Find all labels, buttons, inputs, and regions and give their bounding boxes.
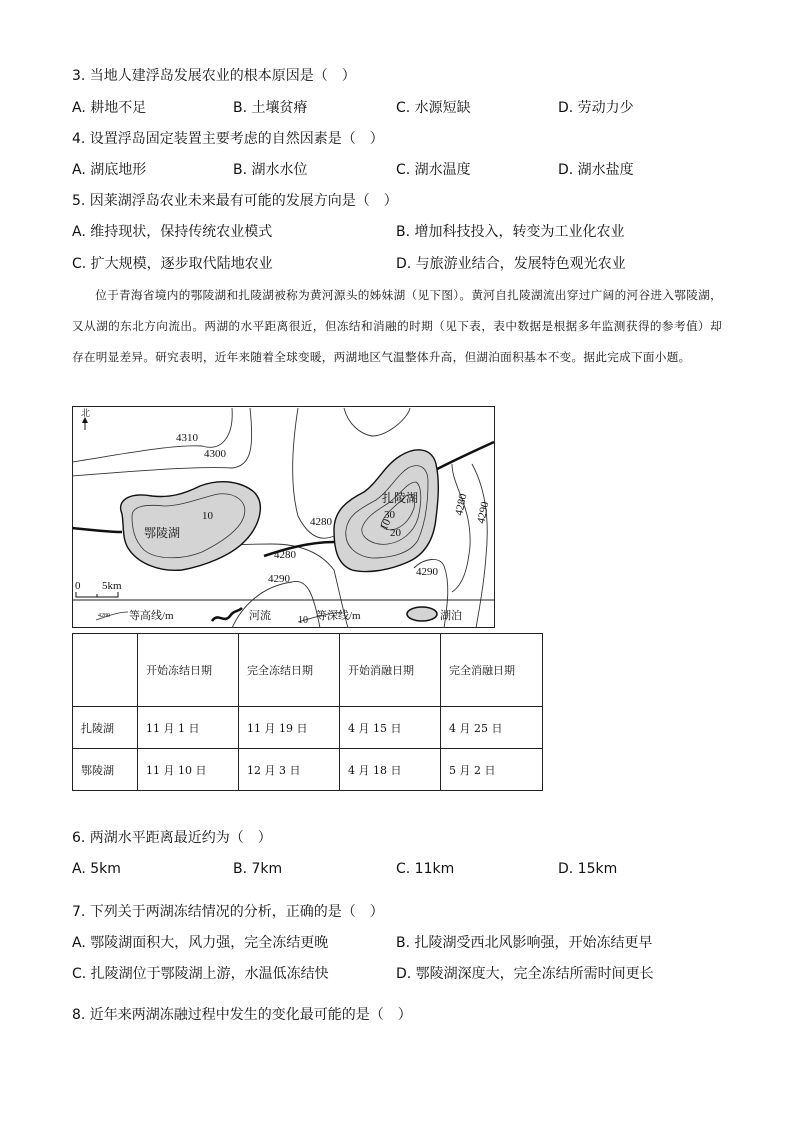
contour-label: 4290 xyxy=(475,500,492,525)
svg-text:等深线/m: 等深线/m xyxy=(316,610,361,622)
table-cell: 扎陵湖 xyxy=(73,707,138,749)
q3-option-a: A. 耕地不足 xyxy=(72,100,147,116)
table-row xyxy=(73,707,543,749)
contour-label: 4280 xyxy=(274,549,296,561)
contour-label: 4300 xyxy=(204,448,226,460)
table-header-cell: 完全冻结日期 xyxy=(239,634,340,707)
table-cell: 鄂陵湖 xyxy=(73,749,138,791)
passage-text: 位于青海省境内的鄂陵湖和扎陵湖被称为黄河源头的姊妹湖（见下图）。黄河自扎陵湖流出穿过广阔的河谷进入鄂陵湖，又从湖的东北方向流出。两湖的水平距离很近，但冻结和消融的时期（见下表，表中数据是根据多年监测获得的参考值）却存在明显差异。研究表明，近年来随着全球变暖，两湖地区气温整体升高，但湖泊面积基本不变。据此完成下面小题。 xyxy=(72,288,722,364)
lake-zhaling-label: 扎陵湖 xyxy=(382,491,419,505)
q6-option-b: B. 7km xyxy=(233,861,283,877)
q3-option-d: D. 劳动力少 xyxy=(558,100,634,116)
q5-option-a: A. 维持现状，保持传统农业模式 xyxy=(72,224,273,240)
q5-stem: 5. 因莱湖浮岛农业未来最有可能的发展方向是（ ） xyxy=(72,193,398,209)
q5-option-c: C. 扩大规模，逐步取代陆地农业 xyxy=(72,256,273,272)
q3-option-b: B. 土壤贫瘠 xyxy=(233,100,308,116)
q7-option-b: B. 扎陵湖受西北风影响强，开始冻结更早 xyxy=(396,935,653,951)
q5-option-d: D. 与旅游业结合，发展特色观光农业 xyxy=(396,256,626,272)
contour-label: 4290 xyxy=(416,566,438,578)
table-header-cell xyxy=(73,634,138,707)
q6-option-d: D. 15km xyxy=(558,861,618,877)
q6-stem: 6. 两湖水平距离最近约为（ ） xyxy=(72,830,272,846)
q7-option-a: A. 鄂陵湖面积大，风力强，完全冻结更晚 xyxy=(72,935,329,951)
lake-legend-icon xyxy=(407,607,437,621)
q4-option-c: C. 湖水温度 xyxy=(396,162,471,178)
svg-text:湖泊: 湖泊 xyxy=(440,610,462,622)
lakes-contour-map xyxy=(72,406,496,630)
reading-passage xyxy=(72,280,722,373)
contour-label: 4290 xyxy=(268,573,290,585)
q4-option-d: D. 湖水盐度 xyxy=(558,162,634,178)
q4-option-b: B. 湖水水位 xyxy=(233,162,308,178)
q7-option-c: C. 扎陵湖位于鄂陵湖上游，水温低冻结快 xyxy=(72,966,329,982)
table-row xyxy=(73,749,543,791)
table-cell: 4 月 18 日 xyxy=(340,749,441,791)
svg-text:等高线/m: 等高线/m xyxy=(129,610,174,622)
q4-option-a: A. 湖底地形 xyxy=(72,162,147,178)
table-cell: 11 月 19 日 xyxy=(239,707,340,749)
q4-stem: 4. 设置浮岛固定装置主要考虑的自然因素是（ ） xyxy=(72,131,384,147)
table-cell: 4 月 25 日 xyxy=(441,707,543,749)
contour-label: 4310 xyxy=(176,432,198,444)
svg-text:北: 北 xyxy=(81,408,91,418)
contour-label: 4280 xyxy=(310,516,332,528)
q3-stem: 3. 当地人建浮岛发展农业的根本原因是（ ） xyxy=(72,68,356,84)
table-cell: 12 月 3 日 xyxy=(239,749,340,791)
table-header-row xyxy=(73,634,543,707)
table-header-cell: 完全消融日期 xyxy=(441,634,543,707)
table-header-cell: 开始冻结日期 xyxy=(138,634,239,707)
table-cell: 5 月 2 日 xyxy=(441,749,543,791)
table-cell: 11 月 1 日 xyxy=(138,707,239,749)
q6-option-c: C. 11km xyxy=(396,861,455,877)
table-header-cell: 开始消融日期 xyxy=(340,634,441,707)
svg-text:5km: 5km xyxy=(102,580,122,592)
svg-text:河流: 河流 xyxy=(249,610,271,622)
q7-stem: 7. 下列关于两湖冻结情况的分析，正确的是（ ） xyxy=(72,904,384,920)
depth-label: 10 xyxy=(377,517,394,533)
depth-label: 30 xyxy=(384,509,395,521)
svg-text:0: 0 xyxy=(75,580,81,592)
lake-eling-label: 鄂陵湖 xyxy=(144,526,181,540)
q5-option-b: B. 增加科技投入，转变为工业化农业 xyxy=(396,224,625,240)
table-cell: 4 月 15 日 xyxy=(340,707,441,749)
svg-text:10: 10 xyxy=(298,615,308,626)
depth-label: 20 xyxy=(390,527,401,539)
depth-label: 10 xyxy=(202,510,213,522)
table-cell: 11 月 10 日 xyxy=(138,749,239,791)
freeze-thaw-table xyxy=(72,633,543,791)
svg-text:4280: 4280 xyxy=(98,613,110,619)
contour-label: 4280 xyxy=(453,492,470,517)
q6-option-a: A. 5km xyxy=(72,861,121,877)
q7-option-d: D. 鄂陵湖深度大，完全冻结所需时间更长 xyxy=(396,966,654,982)
q8-stem: 8. 近年来两湖冻融过程中发生的变化最可能的是（ ） xyxy=(72,1007,412,1023)
q3-option-c: C. 水源短缺 xyxy=(396,100,471,116)
